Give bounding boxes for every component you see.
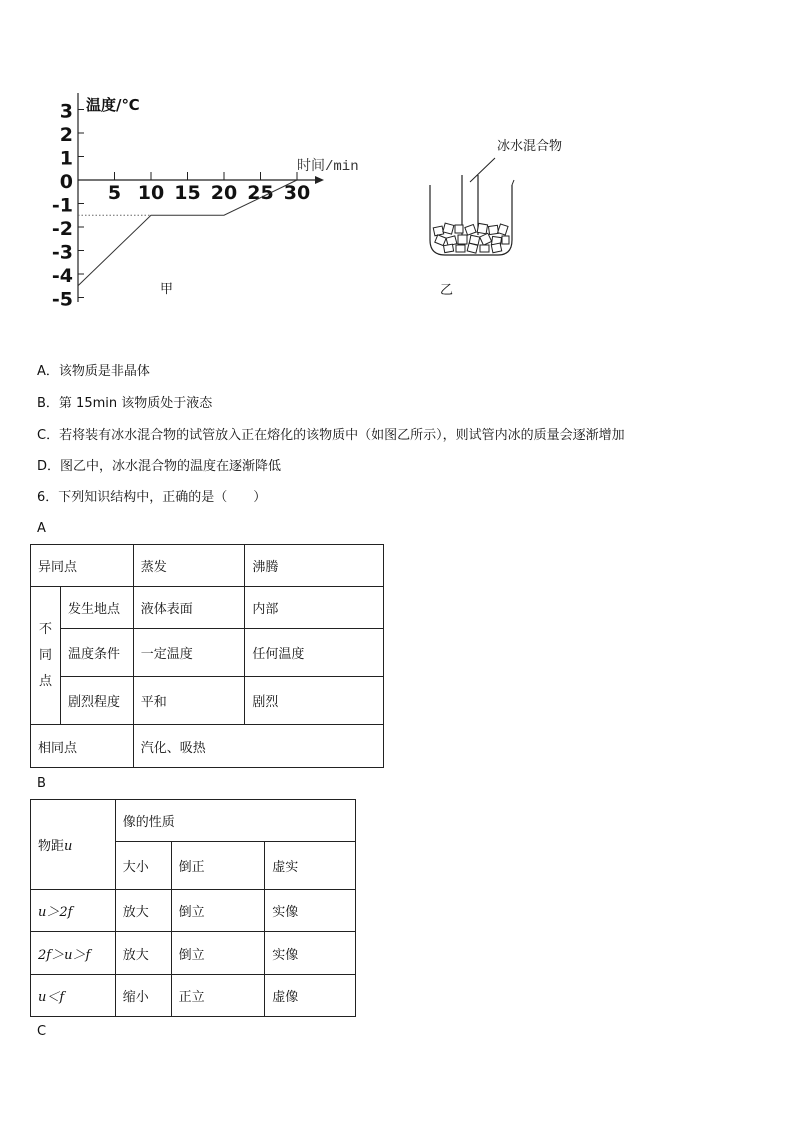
y-tick-label: 2 — [59, 124, 73, 146]
y-tick-label: 1 — [59, 147, 73, 170]
table-cell: 发生地点 — [60, 587, 133, 629]
table-row — [31, 890, 356, 932]
header-cell: 像的性质 — [115, 800, 355, 842]
table-cell: 汽化、吸热 — [133, 725, 383, 768]
y-ticks — [52, 101, 84, 311]
table-cell: 虚像 — [265, 975, 356, 1017]
x-axis-label: 时间/min — [297, 159, 359, 175]
object-distance-label: 物距 — [38, 839, 65, 854]
table-cell: 倒立 — [171, 890, 265, 932]
beaker-lip — [512, 180, 514, 185]
lens-imaging-table — [30, 799, 356, 1017]
x-tick-label: 15 — [174, 182, 201, 204]
difference-char: 不 — [38, 621, 52, 637]
table-cell: 实像 — [265, 932, 356, 975]
header-cell: 大小 — [115, 842, 171, 890]
x-tick-label: 5 — [107, 182, 122, 204]
table-row — [31, 800, 356, 842]
table-cell: 液体表面 — [133, 587, 245, 629]
y-axis-label: 温度/℃ — [86, 96, 140, 114]
table-cell: 放大 — [115, 890, 171, 932]
question-6-stem: 6．下列知识结构中，正确的是（ ） — [37, 490, 267, 505]
table-row — [31, 587, 384, 629]
q6-option-b-label: B — [37, 776, 46, 791]
object-distance-variable: u — [64, 839, 73, 854]
ice-water-mixture-label: 冰水混合物 — [497, 139, 563, 154]
option-b: B．第 15min 该物质处于液态 — [37, 396, 213, 411]
difference-label-cell — [31, 587, 61, 725]
x-tick-label: 20 — [210, 182, 238, 204]
y-tick-label: -4 — [51, 265, 73, 287]
table-cell: 缩小 — [115, 975, 171, 1017]
y-tick-label: -2 — [51, 218, 73, 240]
ice-cubes — [433, 223, 509, 253]
table-cell: 正立 — [171, 975, 265, 1017]
q6-option-c-label: C — [37, 1024, 47, 1039]
table-cell: 剧烈 — [245, 677, 384, 725]
table-cell: u＞2f — [31, 890, 116, 932]
header-cell: 蒸发 — [133, 545, 245, 587]
difference-char: 同 — [38, 647, 52, 663]
table-row — [31, 932, 356, 975]
table-row — [31, 629, 384, 677]
table-cell: 平和 — [133, 677, 245, 725]
table-cell: 放大 — [115, 932, 171, 975]
x-tick-label: 25 — [247, 182, 274, 204]
table-cell: 倒立 — [171, 932, 265, 975]
y-tick-label: 3 — [59, 100, 73, 123]
temperature-time-graph — [0, 0, 420, 320]
table-cell: 一定温度 — [133, 629, 245, 677]
difference-char: 点 — [38, 673, 52, 689]
y-tick-label: 0 — [59, 171, 73, 193]
graph-caption: 甲 — [160, 282, 174, 297]
beaker-figure — [400, 130, 600, 310]
x-tick-label: 10 — [137, 182, 165, 204]
table-row — [31, 725, 384, 768]
table-cell: u＜f — [31, 975, 116, 1017]
evaporation-boiling-table — [30, 544, 384, 768]
q6-option-a-label: A — [37, 521, 46, 536]
y-tick-label: -5 — [51, 288, 73, 311]
table-row — [31, 975, 356, 1017]
y-tick-label: -1 — [51, 194, 73, 217]
table-cell: 温度条件 — [60, 629, 133, 677]
option-c: C．若将装有冰水混合物的试管放入正在熔化的该物质中（如图乙所示），则试管内冰的质量会逐渐增加 — [37, 428, 625, 443]
label-pointer — [470, 158, 495, 182]
x-axis-arrow — [315, 176, 324, 184]
option-a: A．该物质是非晶体 — [37, 364, 150, 379]
table-cell: 内部 — [245, 587, 384, 629]
header-cell: 异同点 — [31, 545, 134, 587]
header-cell: 虚实 — [265, 842, 356, 890]
table-cell: 相同点 — [31, 725, 134, 768]
table-row — [31, 677, 384, 725]
table-cell: 剧烈程度 — [60, 677, 133, 725]
table-cell: 实像 — [265, 890, 356, 932]
x-tick-label: 30 — [283, 182, 311, 204]
beaker-caption: 乙 — [440, 283, 454, 298]
header-cell: 倒正 — [171, 842, 265, 890]
option-d: D．图乙中，冰水混合物的温度在逐渐降低 — [37, 459, 282, 474]
object-distance-header — [31, 800, 116, 890]
table-cell: 任何温度 — [245, 629, 384, 677]
header-cell: 沸腾 — [245, 545, 384, 587]
table-cell: 2f＞u＞f — [31, 932, 116, 975]
table-row — [31, 545, 384, 587]
y-tick-label: -3 — [51, 241, 73, 264]
